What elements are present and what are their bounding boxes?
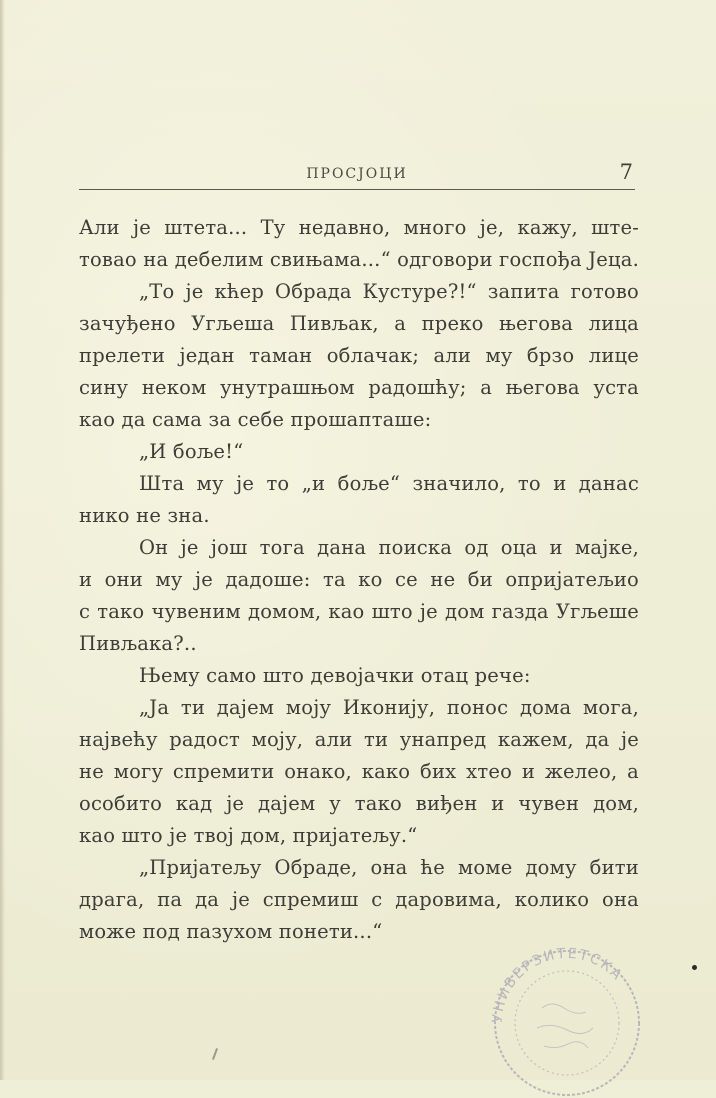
text-line: „И боље!“ [139,440,244,463]
text-line: Шта му је то „и боље“ значило, то и данас [139,472,639,495]
page-number: 7 [619,160,633,184]
text-line: и они му је дадоше: та ко се не би опријатељио [79,568,639,591]
text-line: прелети један таман облачак; али му брзо лице [79,344,639,367]
running-title: ПРОСЈОЦИ [306,166,408,182]
stamp-text: УНИВЕРЗИТЕТСКА [489,945,626,1024]
text-line: с тако чувеним домом, као што је дом газда Угљеше [79,600,639,623]
text-line: Он је још тога дана поиска од оца и мајке, [139,536,639,559]
text-line: Али је штета... Ту недавно, много је, кажу, ште- [79,216,639,239]
text-line: зачуђено Угљеша Пивљак, а преко његова лица [79,312,639,335]
text-line: нико не зна. [79,504,210,527]
text-line: особито кад је дајем у тако виђен и чувен дом, [79,792,639,815]
page-header [79,160,635,188]
text-line: „Пријатељу Обраде, она ће моме дому бити [139,856,639,879]
ink-dot [692,965,697,970]
svg-text:УНИВЕРЗИТЕТСКА [490,946,626,1024]
text-line: товао на дебелим свињама...“ одговори госпођа Јеца. [79,248,639,271]
text-line: сину неком унутрашњом радошћу; а његова уста [79,376,639,399]
text-line: „Ја ти дајем моју Иконију, понос дома мога, [139,696,639,719]
library-stamp [482,928,652,1098]
text-line: Пивљака?.. [79,632,197,655]
text-line: „То је кћер Обрада Кустуре?!“ запита готово [139,280,639,303]
body-text [79,212,639,948]
text-line: драга, па да је спремиш с даровима, колико она [79,888,639,911]
text-line: као да сама за себе прошапташе: [79,408,432,431]
text-line: као што је твој дом, пријатељу.“ [79,824,418,847]
text-line: Њему само што девојачки отац рече: [139,664,531,687]
text-line: може под пазухом понети...“ [79,920,383,943]
text-line: највећу радост моју, али ти унапред кажем, да је [79,728,639,751]
header-rule [79,189,635,190]
text-line: не могу спремити онако, како бих хтео и желео, а [79,760,639,783]
page-edge-shadow [0,0,5,1080]
paper-speck [212,1048,218,1060]
